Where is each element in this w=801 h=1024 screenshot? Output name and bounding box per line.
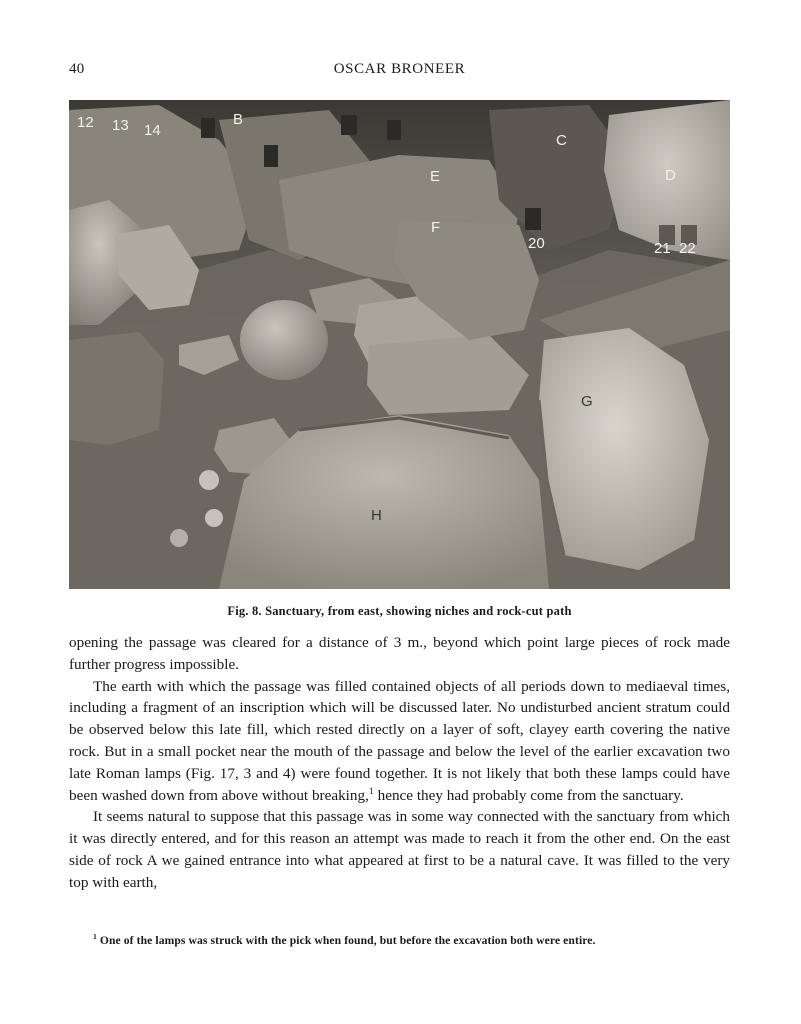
label-13: 13	[112, 117, 129, 134]
label-c: C	[556, 132, 567, 149]
page-header	[69, 61, 730, 81]
niche	[201, 118, 215, 138]
label-f: F	[431, 219, 441, 236]
rock-round	[240, 300, 328, 380]
paragraph-2-text-a: The earth with which the passage was filled contained objects of all periods down to mediaeval times, including a fragment of an inscription which will be discussed later. No undisturbed ancient stratum could be observed below this late fill, which rested directly on a layer of soft, clayey earth covering the native rock. But in a small pocket near the mouth of the passage and below the level of the earlier excavation two late Roman lamps (Fig. 17, 3 and 4) were found together. It is not likely that both these lamps could have been washed down from above without breaking,	[69, 677, 730, 804]
label-12: 12	[77, 114, 94, 131]
sanctuary-photo-drawing	[69, 100, 730, 589]
figure-photo	[69, 100, 730, 589]
stone-small	[199, 470, 219, 490]
footnote	[69, 934, 730, 947]
label-b: B	[233, 111, 244, 128]
label-g: G	[581, 393, 593, 410]
niche	[525, 208, 541, 230]
label-21: 21	[654, 240, 671, 257]
running-head: OSCAR BRONEER	[333, 61, 466, 77]
body-text	[69, 632, 730, 894]
paragraph-2	[69, 676, 730, 807]
niche	[264, 145, 278, 167]
paragraph-3: It seems natural to suppose that this passage was in some way connected with the sanctuary from which it was directly entered, and for this reason an attempt was made to reach it from the other end. On the east side of rock A we gained entrance into what appeared at first to be a natural cave. It was filled to the very top with earth,	[69, 808, 730, 891]
paragraph-2-text-b: hence they had probably come from the sanctuary.	[373, 786, 684, 804]
label-20: 20	[528, 235, 545, 252]
label-d: D	[665, 167, 676, 184]
footnote-text: One of the lamps was struck with the pick when found, but before the excavation both were entire.	[96, 934, 596, 947]
label-e: E	[430, 168, 441, 185]
figure-caption: Fig. 8. Sanctuary, from east, showing niches and rock-cut path	[227, 604, 572, 618]
stone-small	[205, 509, 223, 527]
page-number: 40	[69, 61, 85, 77]
niche	[341, 115, 357, 135]
footnote-marker: 1	[93, 932, 97, 942]
label-14: 14	[144, 122, 161, 139]
niche	[387, 120, 401, 140]
stone-wall	[69, 332, 164, 445]
label-h: H	[371, 507, 382, 524]
label-22: 22	[679, 240, 696, 257]
paragraph-1: opening the passage was cleared for a distance of 3 m., beyond which point large pieces of rock made further progress impossible.	[69, 634, 730, 673]
stone-small	[170, 529, 188, 547]
footnote-reference: 1	[368, 785, 374, 797]
